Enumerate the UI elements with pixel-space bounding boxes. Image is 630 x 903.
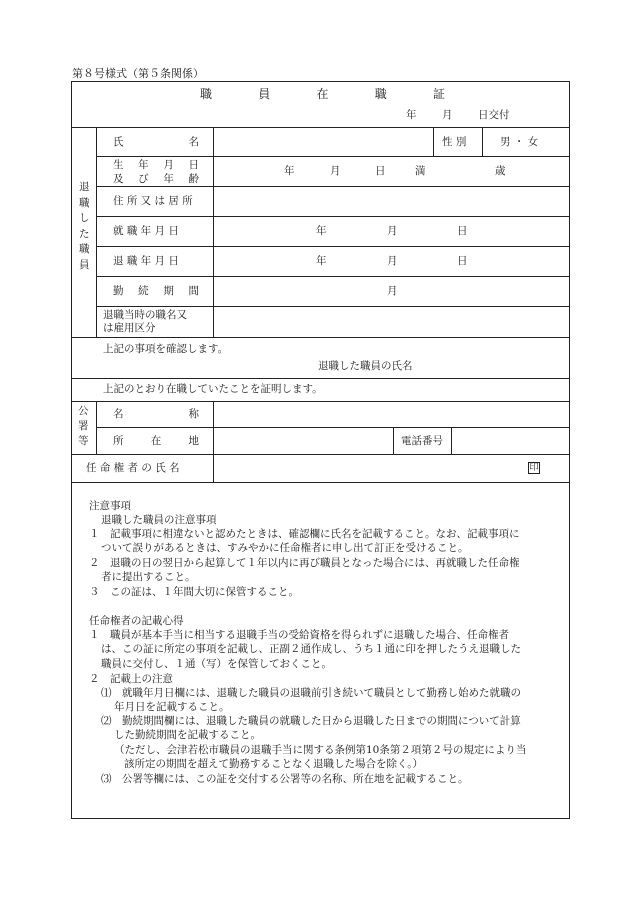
dob-label-line2: 及 び 年 齢: [113, 173, 199, 185]
rule: [71, 401, 570, 402]
rule: [96, 156, 570, 157]
issue-month: 月: [442, 109, 453, 121]
note-3: ３ この証は、１年間大切に保管すること。: [89, 586, 299, 598]
rule: [213, 127, 214, 337]
retire-date-label: 退 職 年 月 日: [113, 255, 179, 267]
notes-heading: 注意事項: [89, 500, 131, 512]
appointer-note-2-2-line2: した勤続期間を記載すること。: [114, 729, 261, 741]
note-1-line2: ついて誤りがあるときは、すみやかに任命権者に申し出て訂正を受けること。: [101, 542, 469, 554]
seal-mark: 印: [529, 463, 539, 473]
note-1-line1: １ 記載事項に相違ないと認めたときは、確認欄に氏名を記載すること。なお、記載事項に: [89, 528, 520, 540]
dob-label-line1: 生 年 月 日: [113, 159, 199, 171]
hire-month: 月: [387, 225, 398, 237]
rule: [71, 378, 570, 379]
retired-employee-section-label: 退 職 し た 職 員: [79, 181, 90, 271]
service-period-label: 勤 続 期 間: [113, 285, 199, 297]
rule: [96, 306, 570, 307]
appointer-note-2: ２ 記載上の注意: [89, 673, 173, 685]
office-location-label: 所 在 地: [113, 435, 199, 447]
dob-month: 月: [330, 165, 341, 177]
rule: [96, 401, 97, 454]
rule: [96, 186, 570, 187]
dob-year: 年: [284, 165, 295, 177]
retire-month: 月: [387, 255, 398, 267]
note-2-line1: ２ 退職の日の翌日から起算して１年以内に再び職員となった場合には、再就職した任命権: [89, 557, 520, 569]
rule: [451, 427, 452, 454]
appointer-note-1-line2: は、この証に所定の事項を記載し、正副２通作成し、うち１通に印を押したうえ退職した: [101, 643, 521, 655]
certificate-title: 職 員 在 職 証: [200, 87, 445, 101]
note-2-line2: 者に提出すること。: [101, 571, 196, 583]
dob-age-suffix: 歳: [495, 165, 506, 177]
retire-day: 日: [457, 255, 468, 267]
certify-text: 上記のとおり在職していたことを証明します。: [103, 383, 323, 395]
confirm-signer-label: 退職した職員の氏名: [318, 360, 413, 372]
rule: [71, 482, 570, 483]
rule: [96, 427, 570, 428]
address-label: 住 所 又 は 居 所: [113, 195, 193, 207]
issue-day: 日交付: [478, 109, 510, 121]
notes-sub-retired: 退職した職員の注意事項: [101, 514, 217, 526]
form-number-label: 第８号様式（第５条関係）: [72, 67, 204, 80]
confirm-text: 上記の事項を確認します。: [103, 343, 229, 355]
issue-year: 年: [406, 109, 417, 121]
rule: [71, 454, 570, 455]
name-label: 氏 名: [113, 136, 199, 148]
appointer-note-2-2-line1: ⑵ 勤続期間欄には、退職した職員の就職した日から退職した日までの期間について計算: [101, 715, 521, 727]
rule: [96, 246, 570, 247]
appointer-note-2-1-line1: ⑴ 就職年月日欄には、退職した職員の退職前引き続いて職員として勤務し始めた就職の: [101, 687, 521, 699]
rule: [433, 127, 434, 156]
office-section-label: 公 署 等: [78, 405, 89, 447]
dob-day: 日: [375, 165, 386, 177]
hire-year: 年: [316, 225, 327, 237]
appointer-note-2-1-line2: 年月日を記載すること。: [114, 701, 230, 713]
office-name-label: 名 称: [113, 408, 199, 420]
rule: [96, 127, 97, 337]
rule: [96, 276, 570, 277]
appointer-note-1-line3: 職員に交付し、１通（写）を保管しておくこと。: [101, 658, 332, 670]
hire-day: 日: [457, 225, 468, 237]
position-label-line1: 退職当時の職名又: [103, 309, 187, 321]
position-label-line2: は雇用区分: [103, 322, 156, 334]
appointer-name-label: 任 命 権 者 の 氏 名: [86, 462, 180, 474]
rule: [393, 427, 394, 454]
retire-year: 年: [316, 255, 327, 267]
rule: [71, 127, 570, 128]
phone-label: 電話番号: [401, 435, 443, 447]
appointer-note-2-3: ⑶ 公署等欄には、この証を交付する公署等の名称、所在地を記載すること。: [101, 773, 469, 785]
rule: [96, 216, 570, 217]
service-months: 月: [387, 285, 398, 297]
notes-heading-appointer: 任命権者の記載心得: [89, 615, 184, 627]
rule: [71, 337, 570, 338]
rule: [482, 127, 483, 156]
hire-date-label: 就 職 年 月 日: [113, 225, 179, 237]
dob-age-prefix: 満: [415, 165, 426, 177]
sex-label: 性 別: [442, 136, 467, 148]
sex-value: 男 ・ 女: [500, 136, 539, 148]
appointer-note-2-2-line3: （ただし、会津若松市職員の退職手当に関する条例第10条第２項第２号の規定により当: [114, 744, 527, 756]
appointer-note-1-line1: １ 職員が基本手当に相当する退職手当の受給資格を得られずに退職した場合、任命権者: [89, 629, 509, 641]
appointer-note-2-2-line4: 該所定の期間を超えて勤務することなく退職した場合を除く。）: [124, 758, 424, 770]
rule: [213, 401, 214, 482]
